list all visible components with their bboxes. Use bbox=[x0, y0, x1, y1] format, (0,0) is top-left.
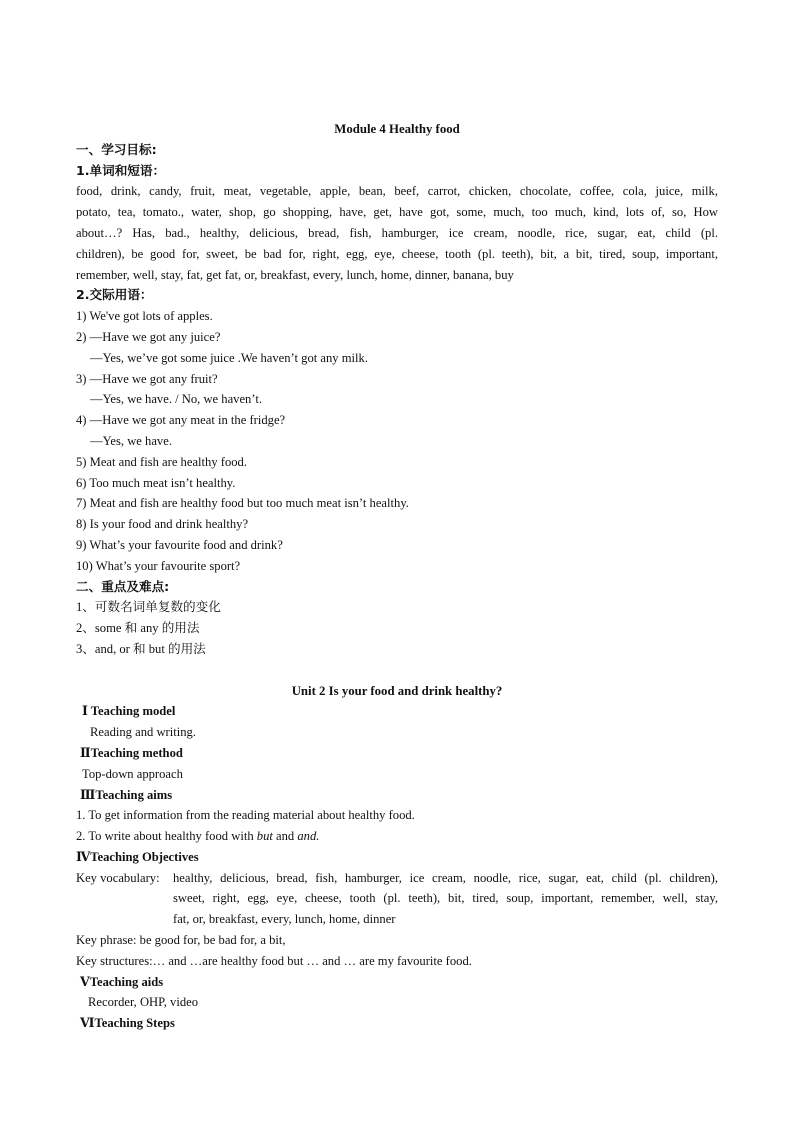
unit-title: Unit 2 Is your food and drink healthy? bbox=[291, 683, 503, 698]
teaching-model-text: Reading and writing. bbox=[90, 725, 196, 740]
phrase-response: —Yes, we’ve got some juice .We haven’t got any milk. bbox=[90, 350, 368, 365]
vocab-line: about…? Has, bad., healthy, delicious, bread, fish, hamburger, ice cream, noodle, rice, sugar, eat, child (pl. bbox=[76, 225, 718, 240]
key-vocabulary-label: Key vocabulary: bbox=[76, 870, 160, 885]
teaching-aims-heading: ⅢTeaching aims bbox=[80, 787, 173, 802]
aim-text-and: and. bbox=[297, 829, 320, 844]
phrase-item: 1) We've got lots of apples. bbox=[76, 309, 213, 324]
key-vocabulary-line: healthy, delicious, bread, fish, hamburger, ice cream, noodle, rice, sugar, eat, child (pl. children), bbox=[173, 870, 718, 885]
teaching-steps-heading: ⅥTeaching Steps bbox=[80, 1016, 175, 1031]
teaching-model-heading: Ⅰ Teaching model bbox=[82, 704, 176, 719]
teaching-method-text: Top-down approach bbox=[82, 766, 183, 781]
phrase-response: —Yes, we have. bbox=[90, 433, 172, 448]
key-vocabulary-body bbox=[173, 868, 718, 930]
keypoint-item: 1、可数名词单复数的变化 bbox=[76, 600, 221, 615]
vocab-line: remember, well, stay, fat, get fat, or, breakfast, every, lunch, home, dinner, banana, buy bbox=[76, 267, 514, 282]
phrases-list bbox=[76, 306, 718, 576]
phrase-item: 4) —Have we got any meat in the fridge? bbox=[76, 413, 286, 428]
vocab-line: children), be good for, sweet, be bad for, right, egg, eye, cheese, tooth (pl. teeth), bit, a bit, tired, soup, important, bbox=[76, 246, 718, 261]
phrase-item: 6) Too much meat isn’t healthy. bbox=[76, 475, 236, 490]
teaching-aim: 1. To get information from the reading material about healthy food. bbox=[76, 808, 415, 823]
aim-text-but: but bbox=[256, 829, 273, 844]
vocab-line: potato, tea, tomato., water, shop, go shopping, have, get, have got, some, much, too much, kind, lots of, so, How bbox=[76, 205, 718, 220]
phrase-item: 3) —Have we got any fruit? bbox=[76, 371, 218, 386]
phrase-item: 8) Is your food and drink healthy? bbox=[76, 517, 249, 532]
key-vocabulary-line: fat, or, breakfast, every, lunch, home, dinner bbox=[173, 912, 396, 927]
teaching-objectives-heading: ⅣTeaching Objectives bbox=[76, 849, 199, 864]
keypoint-item: 2、some 和 any 的用法 bbox=[76, 621, 200, 636]
aim-text: 2. To write about healthy food with bbox=[76, 829, 257, 844]
key-vocabulary bbox=[76, 868, 718, 930]
document-content bbox=[76, 119, 718, 1034]
vocab-line: food, drink, candy, fruit, meat, vegetable, apple, bean, beef, carrot, chicken, chocolate, coffee, cola, juice, milk, bbox=[76, 184, 718, 199]
teaching-aids-text: Recorder, OHP, video bbox=[88, 995, 199, 1010]
teaching-aim bbox=[76, 826, 718, 847]
section2-heading: 二、重点及难点: bbox=[76, 578, 170, 594]
section1-heading: 一、学习目标: bbox=[76, 141, 157, 157]
spacer bbox=[76, 660, 718, 681]
phrase-item: 10) What’s your favourite sport? bbox=[76, 558, 241, 573]
phrase-response: —Yes, we have. / No, we haven’t. bbox=[90, 392, 262, 407]
key-vocabulary-line: sweet, right, egg, eye, cheese, tooth (pl. teeth), bit, tired, soup, important, remember, well, stay, bbox=[173, 891, 718, 906]
phrase-item: 5) Meat and fish are healthy food. bbox=[76, 454, 248, 469]
phrase-item: 9) What’s your favourite food and drink? bbox=[76, 537, 283, 552]
key-structures: Key structures:… and …are healthy food but … and … are my favourite food. bbox=[76, 953, 472, 968]
vocab-paragraph bbox=[76, 181, 718, 285]
keypoint-item: 3、and, or 和 but 的用法 bbox=[76, 641, 206, 656]
module-title: Module 4 Healthy food bbox=[334, 122, 460, 136]
teaching-method-heading: ⅡTeaching method bbox=[80, 745, 183, 760]
phrase-item: 2) —Have we got any juice? bbox=[76, 329, 221, 344]
teaching-aids-heading: ⅤTeaching aids bbox=[80, 974, 164, 989]
key-phrase: Key phrase: be good for, be bad for, a bit, bbox=[76, 933, 286, 948]
aim-text: and bbox=[272, 829, 298, 844]
phrases-heading: 2.交际用语： bbox=[76, 287, 153, 303]
vocab-heading: 1.单词和短语： bbox=[76, 162, 166, 178]
phrase-item: 7) Meat and fish are healthy food but too much meat isn’t healthy. bbox=[76, 496, 409, 511]
